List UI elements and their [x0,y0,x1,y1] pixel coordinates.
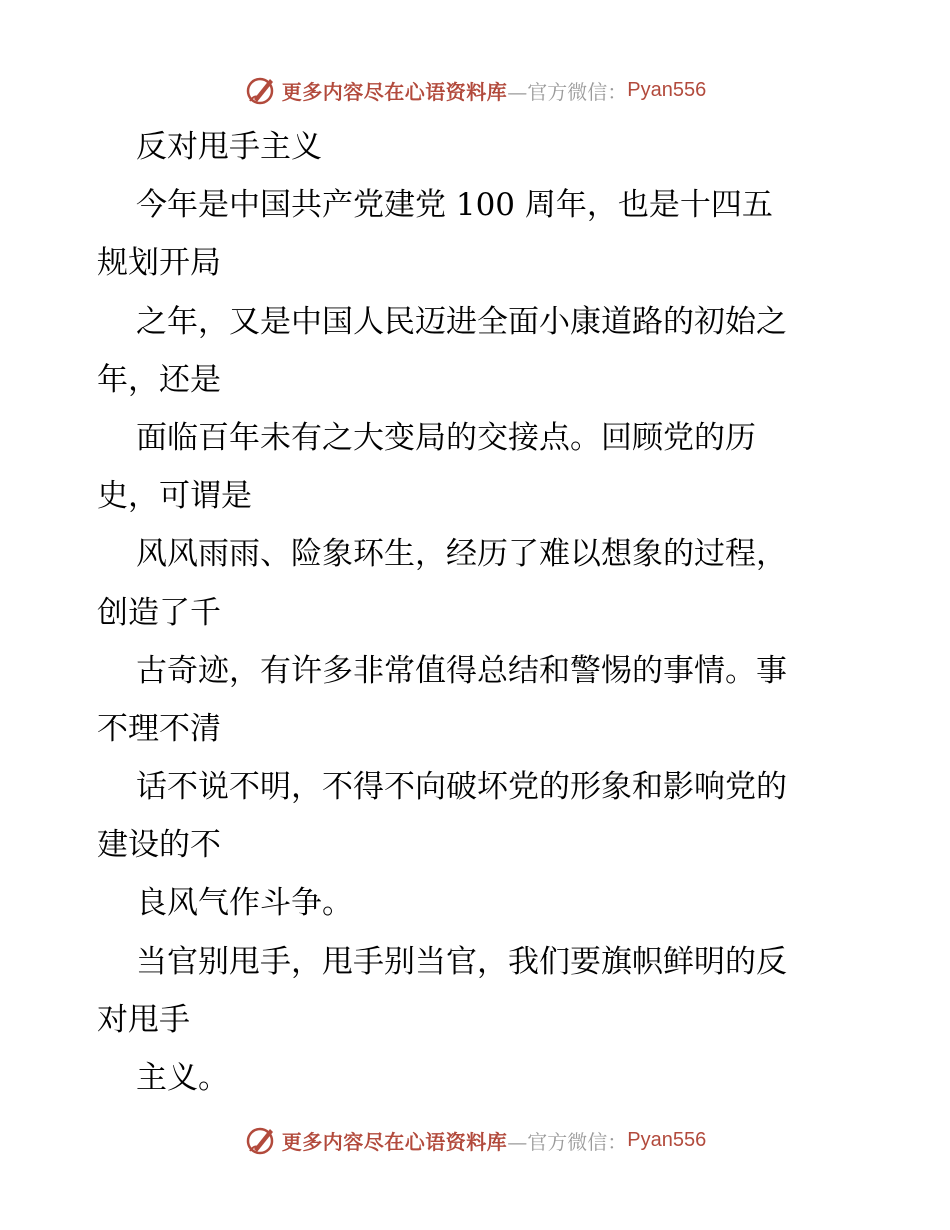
paragraph-line: 之年，又是中国人民迈进全面小康道路的初始之 [136,303,787,340]
paragraph-line: 当官别甩手，甩手别当官，我们要旗帜鲜明的反 [136,943,787,980]
document-title: 反对甩手主义 [136,129,322,165]
banner-sub-text: —官方微信： [507,79,628,104]
paragraph-line: 面临百年未有之大变局的交接点。回顾党的历 [136,419,756,456]
footer-banner [0,1120,950,1160]
paragraph-line: 创造了千 [97,594,221,631]
banner-wechat-id: Pyan556 [627,1128,707,1151]
paragraph-line: 主义。 [136,1060,229,1096]
paragraph-line: 话不说不明，不得不向破坏党的形象和影响党的 [136,769,787,806]
paragraph-line: 规划开局 [97,245,221,282]
document-body [97,118,857,1107]
banner-main-text: 更多内容尽在心语资料库 [281,79,508,104]
paragraph-line: 年，还是 [97,361,221,398]
banner-sub-text: —官方微信： [507,1129,628,1154]
pen-logo-icon [244,1123,278,1157]
paragraph-line: 风风雨雨、险象环生，经历了难以想象的过程， [136,536,787,573]
paragraph-line: 史，可谓是 [97,478,252,515]
banner-main-text: 更多内容尽在心语资料库 [281,1129,508,1154]
banner-wechat-id: Pyan556 [627,78,707,101]
paragraph-line: 良风气作斗争。 [136,885,353,922]
paragraph-line: 今年是中国共产党建党 100 周年，也是十四五 [136,187,773,224]
paragraph-line: 古奇迹，有许多非常值得总结和警惕的事情。事 [136,652,787,689]
pen-logo-icon [244,73,278,107]
paragraph-line: 对甩手 [97,1001,190,1038]
header-banner [0,70,950,110]
paragraph-line: 不理不清 [97,710,221,747]
paragraph-line: 建设的不 [97,827,221,864]
